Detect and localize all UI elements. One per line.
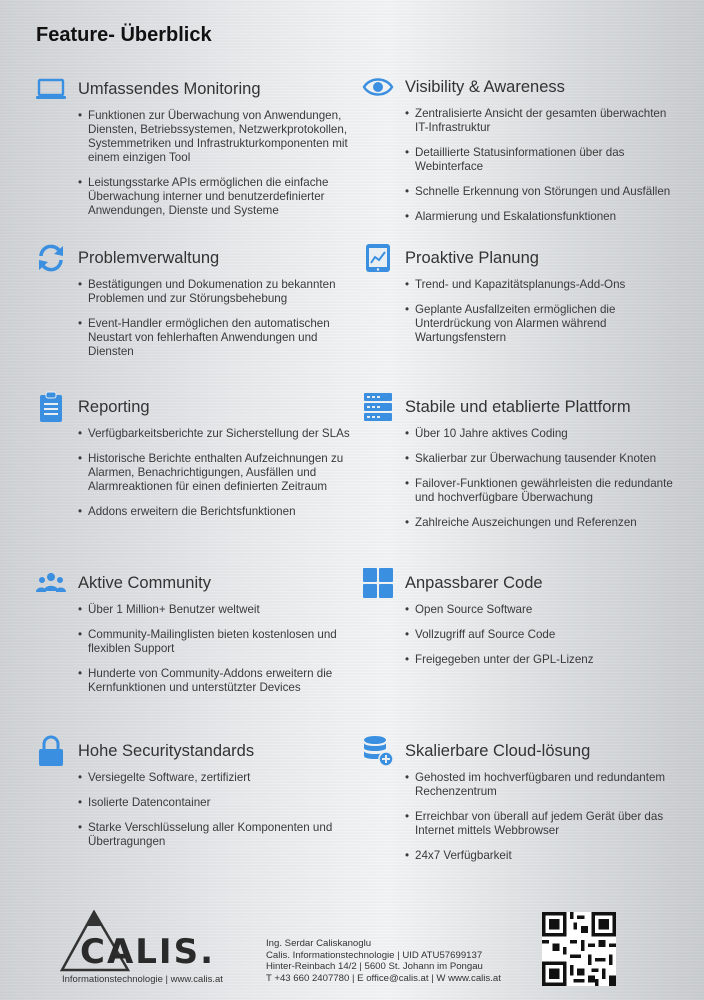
list-item: • Vollzugriff auf Source Code: [405, 628, 681, 642]
users-icon: [34, 567, 68, 599]
list-item: • Über 10 Jahre aktives Coding: [405, 427, 681, 441]
grid-icon: [361, 567, 395, 599]
qr-code-icon: [542, 912, 616, 986]
section-title: Hohe Securitystandards: [78, 741, 255, 760]
list-item: • Hunderte von Community-Addons erweitern die Kernfunktionen und unterstützter Devices: [78, 667, 354, 695]
section-title: Visibility & Awareness: [405, 77, 565, 96]
section-planning: [361, 241, 681, 356]
refresh-icon: [34, 242, 68, 274]
list-item: • Über 1 Million+ Benutzer weltweit: [78, 603, 354, 617]
section-visibility: [361, 70, 681, 235]
list-item: • Gehosted im hochverfügbaren und redundantem Rechenzentrum: [405, 771, 681, 799]
list-item: • Erreichbar von überall auf jedem Gerät über das Internet mittels Webbrowser: [405, 810, 681, 838]
section-monitoring: [34, 72, 354, 229]
section-code: [361, 566, 681, 678]
list-item: • Skalierbar zur Überwachung tausender Knoten: [405, 452, 681, 466]
page-title: Feature- Überblick: [36, 24, 212, 46]
list-item: • Versiegelte Software, zertifiziert: [78, 771, 354, 785]
list-item: • Open Source Software: [405, 603, 681, 617]
eye-icon: [361, 71, 395, 103]
list-item: • Trend- und Kapazitätsplanungs-Add-Ons: [405, 278, 681, 292]
list-item: • Schnelle Erkennung von Störungen und Ausfällen: [405, 185, 681, 199]
list-item: • Funktionen zur Überwachung von Anwendungen, Diensten, Betriebssystemen, Netzwerkprotokollen, Systemmetriken und Infrastrukturkomponenten mit einem einzigen Tool: [78, 109, 354, 165]
section-security: [34, 734, 354, 860]
logo-text: CALIS.: [80, 932, 215, 972]
section-title: Stabile und etablierte Plattform: [405, 397, 631, 416]
section-title: Umfassendes Monitoring: [78, 79, 261, 98]
list-item: • Isolierte Datencontainer: [78, 796, 354, 810]
clipboard-icon: [34, 391, 68, 423]
contact-line: T +43 660 2407780 | E office@calis.at | W www.calis.at: [266, 972, 501, 984]
list-item: • Geplante Ausfallzeiten ermöglichen die Unterdrückung von Alarmen während Wartungsfenstern: [405, 303, 681, 345]
list-item: • Zentralisierte Ansicht der gesamten überwachten IT-Infrastruktur: [405, 107, 681, 135]
contact-block: [266, 938, 501, 984]
list-item: • Leistungsstarke APIs ermöglichen die einfache Überwachung interner und benutzerdefinierter Anwendungen, Dienste und Systeme: [78, 176, 354, 218]
section-title: Skalierbare Cloud-lösung: [405, 741, 591, 760]
list-item: • Detaillierte Statusinformationen über das Webinterface: [405, 146, 681, 174]
list-item: • Alarmierung und Eskalationsfunktionen: [405, 210, 681, 224]
section-title: Anpassbarer Code: [405, 573, 543, 592]
list-item: • Community-Mailinglisten bieten kostenlosen und flexiblen Support: [78, 628, 354, 656]
list-item: • Freigegeben unter der GPL-Lizenz: [405, 653, 681, 667]
section-title: Aktive Community: [78, 573, 211, 592]
database-add-icon: [361, 735, 395, 767]
section-title: Proaktive Planung: [405, 248, 539, 267]
section-problem: [34, 241, 354, 370]
contact-line: Hinter-Reinbach 14/2 | 5600 St. Johann im Pongau: [266, 961, 483, 972]
list-item: • Failover-Funktionen gewährleisten die redundante und hochverfügbare Überwachung: [405, 477, 681, 505]
company-logo: [60, 910, 230, 990]
lock-icon: [34, 735, 68, 767]
server-rack-icon: [361, 391, 395, 423]
list-item: • Addons erweitern die Berichtsfunktionen: [78, 505, 354, 519]
section-community: [34, 566, 354, 706]
section-reporting: [34, 390, 354, 530]
list-item: • Historische Berichte enthalten Aufzeichnungen zu Alarmen, Benachrichtigungen, Ausfällen und Alarmreaktionen für einen definierten Zeitraum: [78, 452, 354, 494]
contact-line: Calis. Informationstechnologie | UID ATU57699137: [266, 949, 483, 961]
tablet-chart-icon: [361, 242, 395, 274]
laptop-icon: [34, 73, 68, 105]
list-item: • Zahlreiche Auszeichungen und Referenzen: [405, 516, 681, 530]
list-item: • Starke Verschlüsselung aller Komponenten und Übertragungen: [78, 821, 354, 849]
list-item: • Bestätigungen und Dokumenation zu bekannten Problemen und zur Störungsbehebung: [78, 278, 354, 306]
list-item: • Event-Handler ermöglichen den automatischen Neustart von fehlerhaften Anwendungen und Diensten: [78, 317, 354, 359]
list-item: • 24x7 Verfügbarkeit: [405, 849, 681, 863]
section-title: Reporting: [78, 397, 150, 416]
list-item: • Verfügbarkeitsberichte zur Sicherstellung der SLAs: [78, 427, 354, 441]
logo-subtitle: Informationstechnologie | www.calis.at: [62, 974, 223, 985]
contact-line: Ing. Serdar Caliskanoglu: [266, 938, 372, 949]
section-platform: [361, 390, 681, 541]
section-title: Problemverwaltung: [78, 248, 220, 267]
section-cloud: [361, 734, 681, 874]
